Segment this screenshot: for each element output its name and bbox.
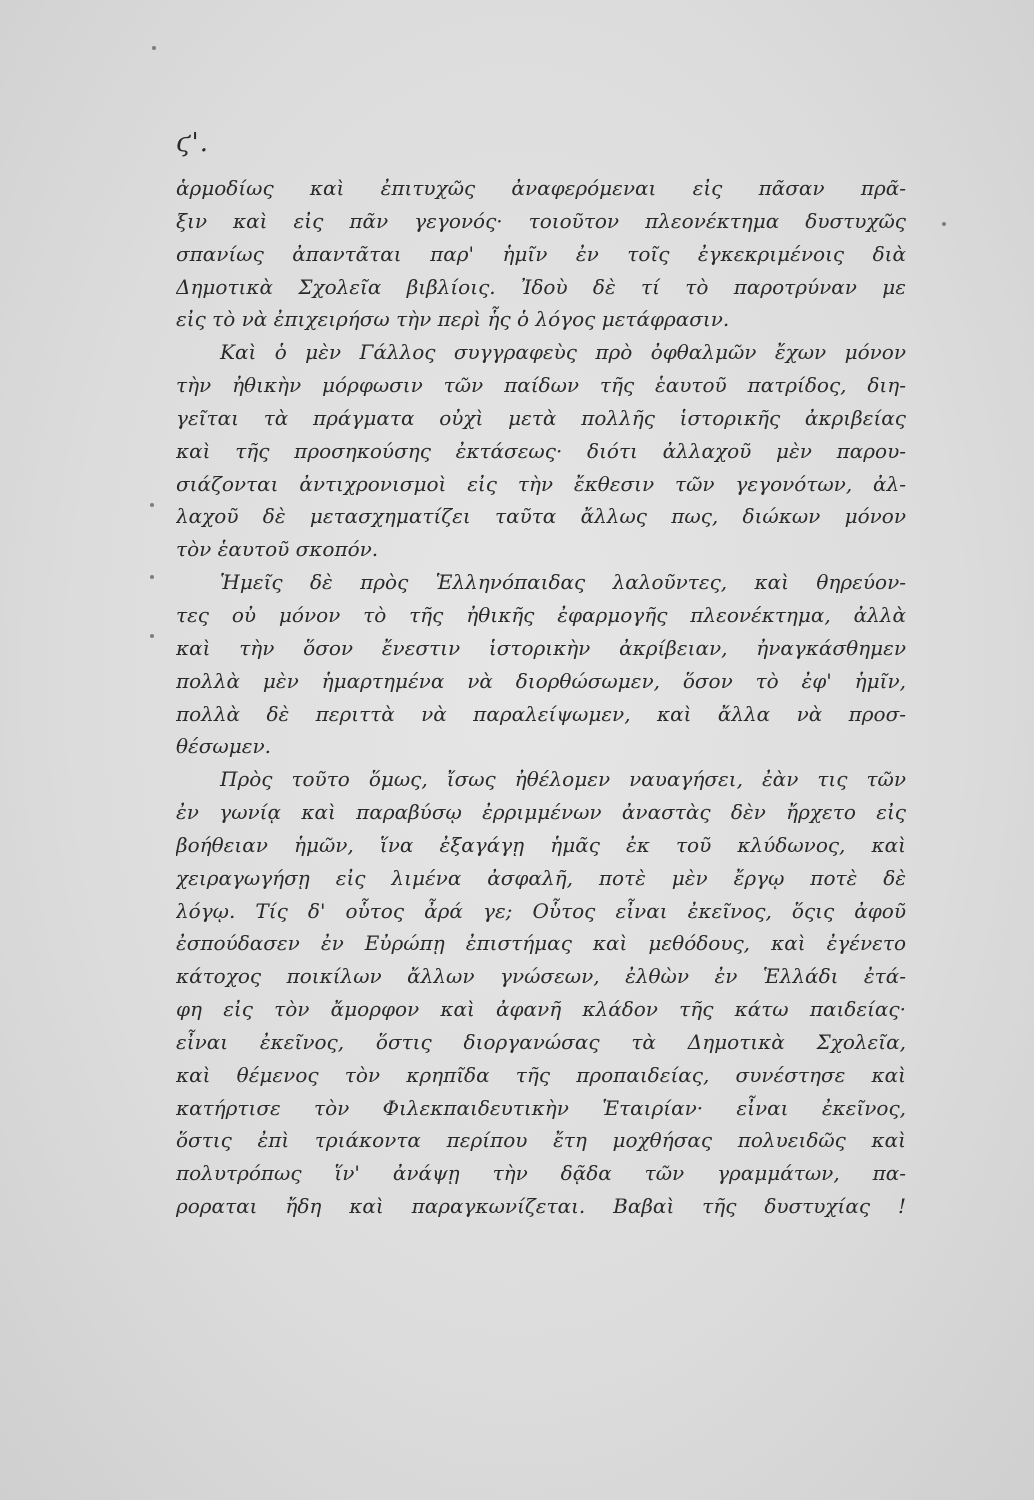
text-line: ἐσπούδασεν ἐν Εὐρώπῃ ἐπιστήμας καὶ μεθόδους, καὶ ἐγένετο	[176, 931, 906, 956]
text-line: κάτοχος ποικίλων ἄλλων γνώσεων, ἐλθὼν ἐν Ἑλλάδι ἐτά-	[176, 964, 906, 989]
text-line: πολυτρόπως ἵν' ἀνάψῃ τὴν δᾷδα τῶν γραμμάτων, πα-	[176, 1161, 906, 1186]
text-line: ξιν καὶ εἰς πᾶν γεγονός· τοιοῦτον πλεονέκτημα δυστυχῶς	[176, 208, 906, 233]
text-line: λόγῳ. Τίς δ' οὗτος ἆρά γε; Οὗτος εἶναι ἐκεῖνος, ὅςις ἀφοῦ	[176, 898, 906, 923]
text-line: ροραται ἤδη καὶ παραγκωνίζεται. Βαβαὶ τῆς δυστυχίας !	[176, 1194, 906, 1219]
text-line: λαχοῦ δὲ μετασχηματίζει ταῦτα ἄλλως πως, διώκων μόνον	[176, 504, 906, 529]
text-line: καὶ τῆς προσηκούσης ἐκτάσεως· διότι ἀλλαχοῦ μὲν παρου-	[176, 438, 906, 463]
ink-speck	[152, 46, 156, 50]
ink-speck	[942, 222, 946, 226]
text-line: ἐν γωνίᾳ καὶ παραβύσῳ ἐρριμμένων ἀναστὰς δὲν ἤρχετο εἰς	[176, 800, 906, 825]
text-line: τες οὐ μόνον τὸ τῆς ἠθικῆς ἐφαρμογῆς πλεονέκτημα, ἀλλὰ	[176, 602, 906, 627]
text-line: φη εἰς τὸν ἄμορφον καὶ ἀφανῆ κλάδον τῆς κάτω παιδείας·	[176, 997, 906, 1022]
ink-speck	[150, 634, 154, 638]
text-line: καὶ θέμενος τὸν κρηπῖδα τῆς προπαιδείας, συνέστησε καὶ	[176, 1062, 906, 1087]
text-line: πολλὰ μὲν ἡμαρτημένα νὰ διορθώσωμεν, ὅσον τὸ ἐφ' ἡμῖν,	[176, 668, 906, 693]
text-line: βοήθειαν ἡμῶν, ἵνα ἐξαγάγῃ ἡμᾶς ἐκ τοῦ κλύδωνος, καὶ	[176, 832, 906, 857]
ink-speck	[150, 503, 154, 507]
text-line: τὸν ἑαυτοῦ σκοπόν.	[176, 537, 379, 562]
text-line: εἶναι ἐκεῖνος, ὅστις διοργανώσας τὰ Δημοτικὰ Σχολεῖα,	[176, 1029, 906, 1054]
text-line: σιάζονται ἀντιχρονισμοὶ εἰς τὴν ἔκθεσιν τῶν γεγονότων, ἀλ-	[176, 471, 906, 496]
text-line: κατήρτισε τὸν Φιλεκπαιδευτικὴν Ἑταιρίαν· εἶναι ἐκεῖνος,	[176, 1095, 906, 1120]
page-number: ϛ'.	[176, 128, 209, 158]
text-line: Ἡμεῖς δὲ πρὸς Ἑλληνόπαιδας λαλοῦντες, καὶ θηρεύον-	[220, 570, 906, 595]
body-text	[176, 172, 906, 1223]
text-line: ὅστις ἐπὶ τριάκοντα περίπου ἔτη μοχθήσας πολυειδῶς καὶ	[176, 1128, 906, 1153]
text-line: χειραγωγήσῃ εἰς λιμένα ἀσφαλῆ, ποτὲ μὲν ἔργῳ ποτὲ δὲ	[176, 865, 906, 890]
text-line: ἁρμοδίως καὶ ἐπιτυχῶς ἀναφερόμεναι εἰς πᾶσαν πρᾶ-	[176, 176, 906, 200]
ink-speck	[150, 575, 154, 579]
text-line: καὶ τὴν ὅσον ἔνεστιν ἱστορικὴν ἀκρίβειαν, ἠναγκάσθημεν	[176, 635, 906, 660]
text-line: εἰς τὸ νὰ ἐπιχειρήσω τὴν περὶ ἧς ὁ λόγος μετάφρασιν.	[176, 307, 730, 332]
text-line: Καὶ ὁ μὲν Γάλλος συγγραφεὺς πρὸ ὀφθαλμῶν ἔχων μόνον	[220, 340, 906, 365]
text-line: θέσωμεν.	[176, 734, 271, 759]
text-line: Δημοτικὰ Σχολεῖα βιβλίοις. Ἰδοὺ δὲ τί τὸ παροτρύναν με	[176, 274, 906, 299]
text-line: Πρὸς τοῦτο ὅμως, ἴσως ἠθέλομεν ναυαγήσει, ἐὰν τις τῶν	[220, 767, 906, 792]
text-line: σπανίως ἀπαντᾶται παρ' ἡμῖν ἐν τοῖς ἐγκεκριμένοις διὰ	[176, 241, 906, 266]
text-line: πολλὰ δὲ περιττὰ νὰ παραλείψωμεν, καὶ ἄλλα νὰ προσ-	[176, 701, 906, 726]
text-line: τὴν ἠθικὴν μόρφωσιν τῶν παίδων τῆς ἑαυτοῦ πατρίδος, διη-	[176, 373, 906, 398]
text-line: γεῖται τὰ πράγματα οὐχὶ μετὰ πολλῆς ἱστορικῆς ἀκριβείας	[176, 405, 906, 430]
